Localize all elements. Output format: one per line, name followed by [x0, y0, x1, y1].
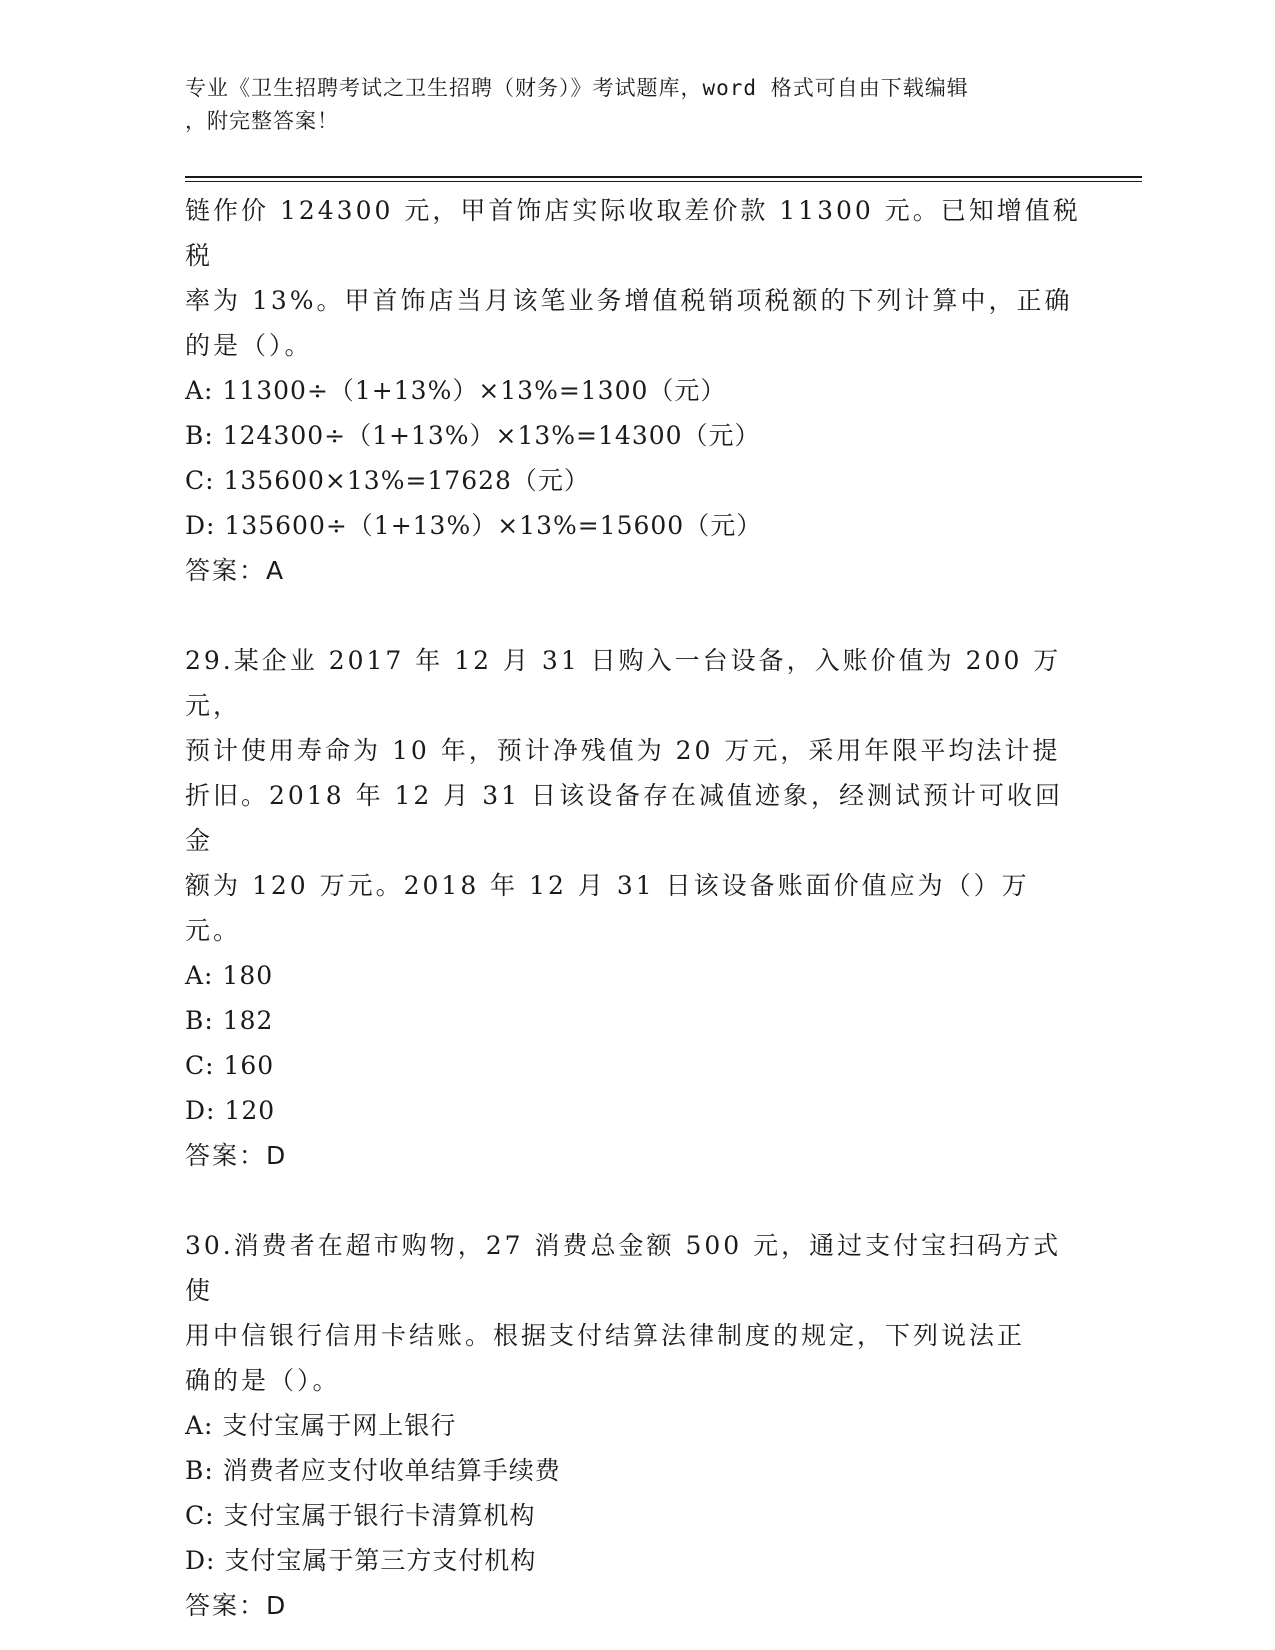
question-text-line: 折旧。2018 年 12 月 31 日该设备存在减值迹象，经测试预计可收回金 — [185, 781, 1063, 855]
question-text-line: 额为 120 万元。2018 年 12 月 31 日该设备账面价值应为（）万元。 — [185, 871, 1030, 945]
question-text-line: 链作价 124300 元，甲首饰店实际收取差价款 11300 元。已知增值税税 — [185, 196, 1081, 270]
question-30 — [185, 1223, 1085, 1628]
document-body — [185, 188, 1085, 1628]
question-text-line: 预计使用寿命为 10 年，预计净残值为 20 万元，采用年限平均法计提 — [185, 736, 1061, 765]
option-b: B: 124300÷（1+13%）×13%=14300（元） — [185, 421, 761, 450]
question-29 — [185, 638, 1085, 1178]
option-c: C: 支付宝属于银行卡清算机构 — [185, 1501, 536, 1530]
option-a: A: 180 — [185, 961, 274, 990]
option-a: A: 支付宝属于网上银行 — [185, 1411, 457, 1440]
spacer — [185, 593, 1085, 638]
header-line-1: 专业《卫生招聘考试之卫生招聘（财务）》考试题库，word 格式可自由下载编辑 — [185, 76, 969, 100]
option-d: D: 135600÷（1+13%）×13%=15600（元） — [185, 511, 763, 540]
header-divider-thick — [185, 176, 1142, 178]
option-c: C: 135600×13%=17628（元） — [185, 466, 590, 495]
option-c: C: 160 — [185, 1051, 275, 1080]
header-line-2: ，附完整答案！ — [185, 109, 339, 133]
option-d: D: 120 — [185, 1096, 276, 1125]
document-header — [185, 72, 1065, 138]
option-b: B: 消费者应支付收单结算手续费 — [185, 1456, 561, 1485]
option-d: D: 支付宝属于第三方支付机构 — [185, 1546, 537, 1575]
option-a: A: 11300÷（1+13%）×13%=1300（元） — [185, 376, 727, 405]
question-text-line: 率为 13%。甲首饰店当月该笔业务增值税销项税额的下列计算中，正确 — [185, 286, 1073, 315]
spacer — [185, 1178, 1085, 1223]
question-text-line: 用中信银行信用卡结账。根据支付结算法律制度的规定，下列说法正 — [185, 1321, 1026, 1350]
question-text-line: 29.某企业 2017 年 12 月 31 日购入一台设备，入账价值为 200 万元， — [185, 646, 1062, 720]
answer-line: 答案：D — [185, 1141, 288, 1170]
answer-line: 答案：A — [185, 556, 286, 585]
question-text-line: 30.消费者在超市购物，27 消费总金额 500 元，通过支付宝扫码方式使 — [185, 1231, 1062, 1305]
question-28 — [185, 188, 1085, 593]
answer-line: 答案：D — [185, 1591, 288, 1620]
question-text-line: 确的是（）。 — [185, 1366, 341, 1395]
header-divider-thin — [185, 181, 1142, 182]
option-b: B: 182 — [185, 1006, 274, 1035]
question-text-line: 的是（）。 — [185, 331, 313, 360]
